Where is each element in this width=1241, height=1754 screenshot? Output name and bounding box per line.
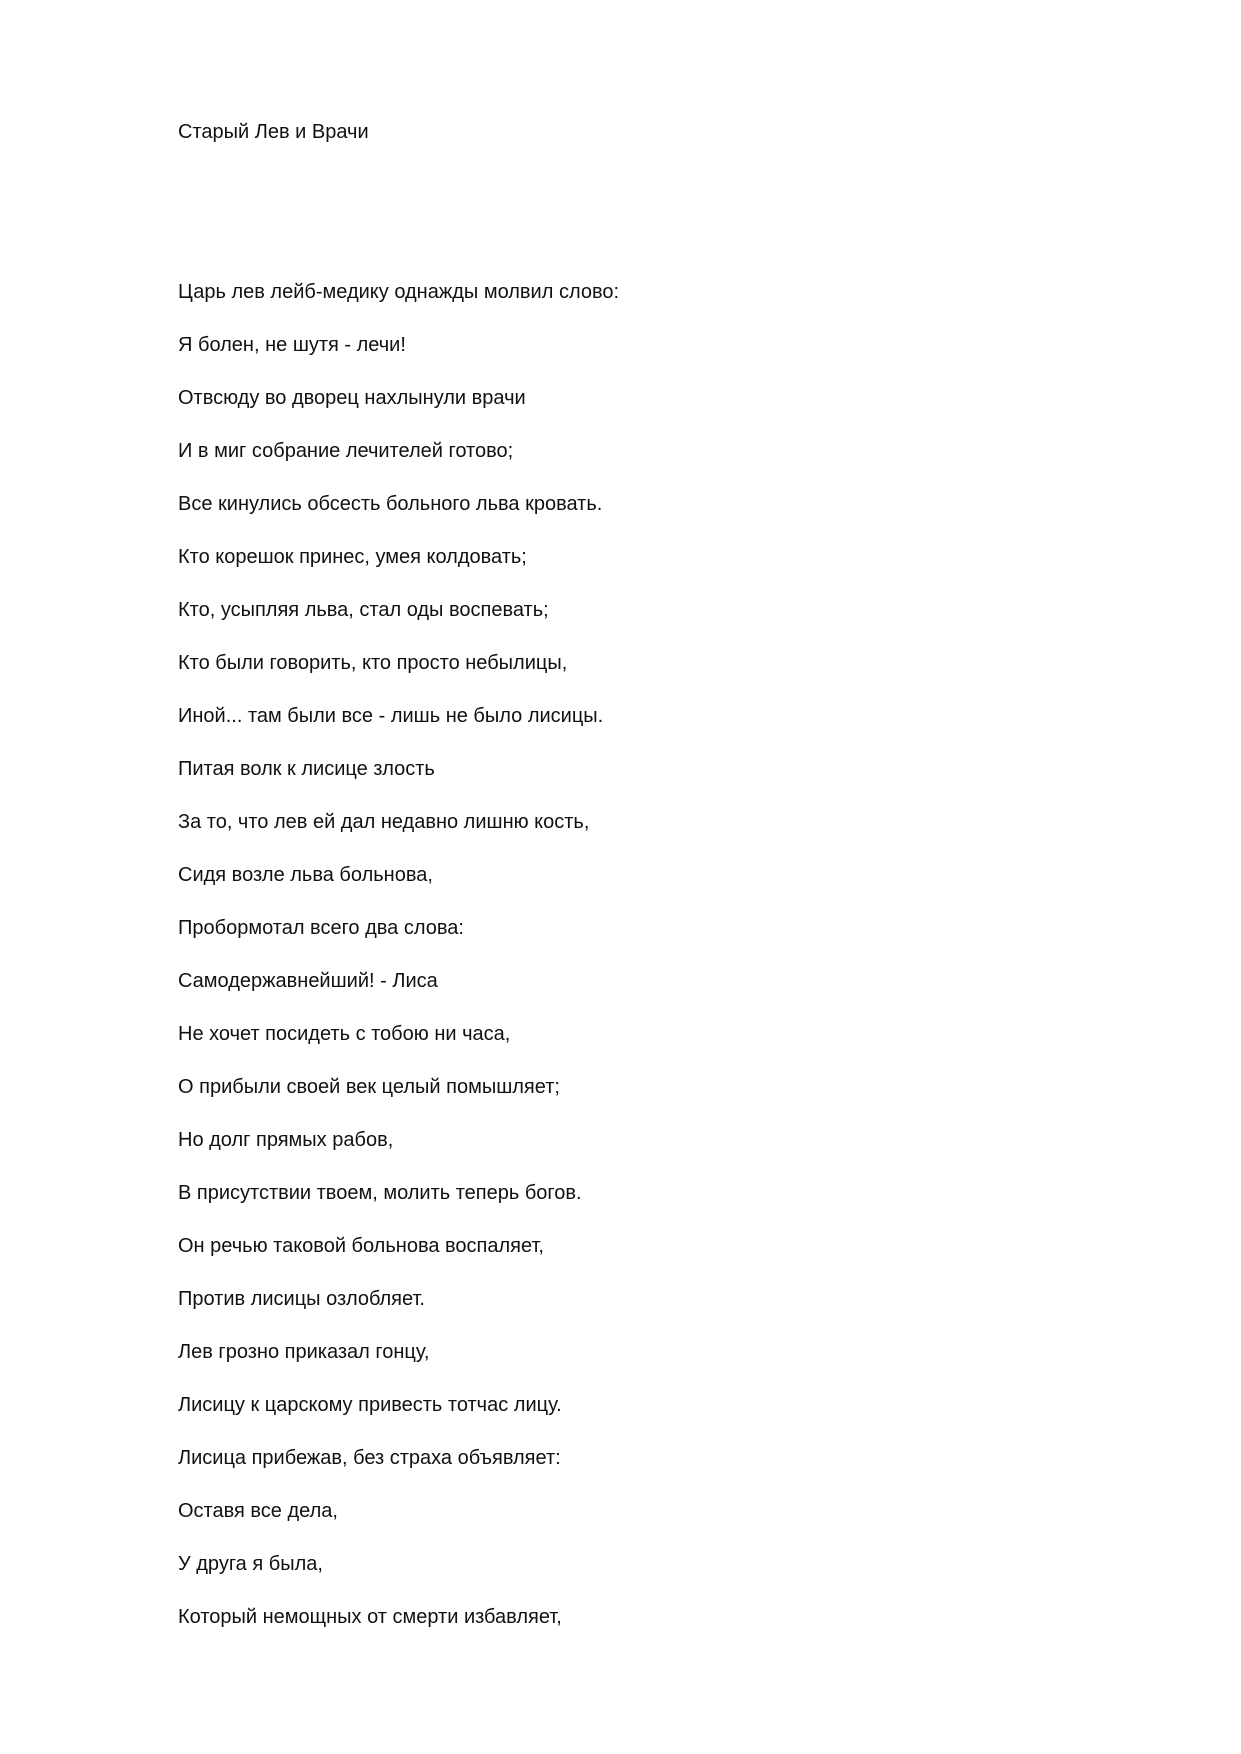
poem-line: Лисицу к царскому привесть тотчас лицу. — [178, 1394, 562, 1416]
document-title: Старый Лев и Врачи — [178, 121, 369, 143]
poem-line: Но долг прямых рабов, — [178, 1129, 394, 1151]
poem-line: Иной... там были все - лишь не было лисицы. — [178, 705, 604, 727]
poem-line: Сидя возле льва больнова, — [178, 864, 433, 886]
poem-line: Лисица прибежав, без страха объявляет: — [178, 1447, 561, 1469]
poem-line: Кто, усыпляя льва, стал оды воспевать; — [178, 599, 549, 621]
poem-line: Не хочет посидеть с тобою ни часа, — [178, 1023, 511, 1045]
poem-line: Он речью таковой больнова воспаляет, — [178, 1235, 544, 1257]
poem-line: Отвсюду во дворец нахлынули врачи — [178, 387, 526, 409]
poem-line: Оставя все дела, — [178, 1500, 338, 1522]
poem-line: О прибыли своей век целый помышляет; — [178, 1076, 560, 1098]
poem-line: Я болен, не шутя - лечи! — [178, 334, 406, 356]
poem-line: Пробормотал всего два слова: — [178, 917, 464, 939]
poem-line: Против лисицы озлобляет. — [178, 1288, 425, 1310]
poem-line: Самодержавнейший! - Лиса — [178, 970, 438, 992]
poem-line: За то, что лев ей дал недавно лишню кость, — [178, 811, 590, 833]
poem-line: И в миг собрание лечителей готово; — [178, 440, 514, 462]
poem-line: Питая волк к лисице злость — [178, 758, 435, 780]
poem-line: Который немощных от смерти избавляет, — [178, 1606, 562, 1628]
poem-body — [178, 278, 619, 1656]
poem-line: В присутствии твоем, молить теперь богов. — [178, 1182, 582, 1204]
poem-line: У друга я была, — [178, 1553, 323, 1575]
poem-line: Все кинулись обсесть больного льва кровать. — [178, 493, 603, 515]
poem-line: Кто корешок принес, умея колдовать; — [178, 546, 527, 568]
poem-line: Кто были говорить, кто просто небылицы, — [178, 652, 568, 674]
poem-line: Лев грозно приказал гонцу, — [178, 1341, 430, 1363]
poem-line: Царь лев лейб-медику однажды молвил слово: — [178, 281, 620, 303]
